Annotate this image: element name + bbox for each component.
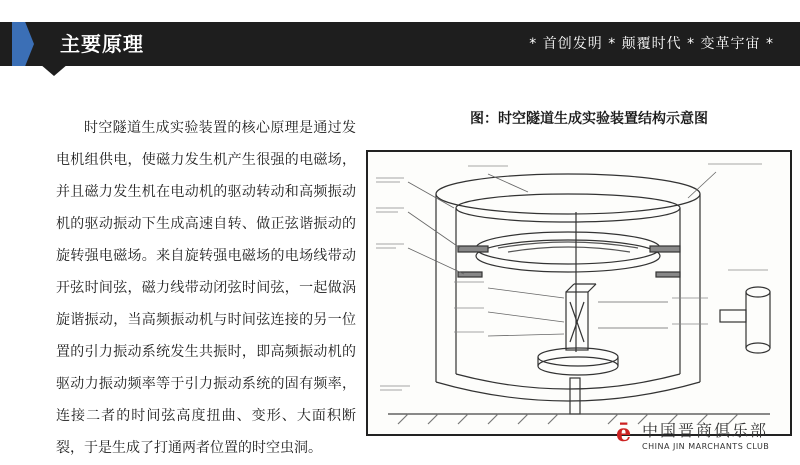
club-logo-icon: ē	[616, 418, 632, 447]
watermark-name-en: CHINA JIN MARCHANTS CLUB	[642, 442, 770, 451]
page-title: 主要原理	[60, 32, 144, 56]
watermark-name-cn: 中国晋商俱乐部	[642, 421, 769, 440]
header-accent-chevron	[12, 22, 34, 66]
header-slogan: * 首创发明 * 颠覆时代 * 变革宇宙 *	[529, 36, 774, 52]
figure-caption: 图：时空隧道生成实验装置结构示意图	[470, 111, 708, 127]
principle-paragraph: 时空隧道生成实验装置的核心原理是通过发电机组供电，使磁力发生机产生很强的电磁场，并且磁力发生机在电动机的驱动转动和高频振动机的驱动振动下生成高速自转、做正弦谐振动的旋转强电磁场。来自旋转强电磁场的电场线带动开弦时间弦，磁力线带动闭弦时间弦，一起做涡旋谐振动，当高频振动机与时间弦连接的另一位置的引力振动系统发生共振时，即高频振动机的驱动力振动频率等于引力振动系统的固有频率，连接二者的时间弦高度扭曲、变形、大面积断裂，于是生成了打通两者位置的时空虫洞。	[56, 120, 356, 456]
apparatus-sketch-drawing	[368, 152, 790, 434]
apparatus-sketch	[366, 150, 792, 436]
header-bar	[0, 22, 800, 66]
club-watermark	[616, 416, 790, 460]
header-tab-triangle	[40, 64, 68, 76]
